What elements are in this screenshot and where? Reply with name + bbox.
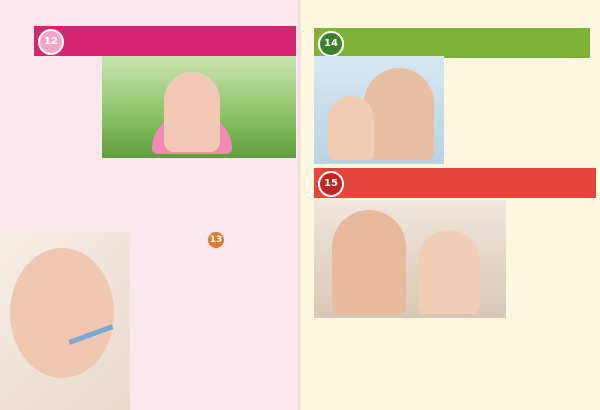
baby-face-shape bbox=[10, 248, 114, 378]
toddler-figure-shape bbox=[164, 72, 220, 152]
section-15-title bbox=[348, 171, 590, 183]
footer-right bbox=[440, 398, 590, 407]
section-13-heading bbox=[136, 232, 296, 276]
section-12-banner bbox=[34, 26, 296, 56]
section-12-number: 12 bbox=[38, 29, 64, 55]
section-12-body-2 bbox=[118, 160, 198, 232]
section-13-title bbox=[136, 250, 296, 263]
footer-left bbox=[14, 398, 174, 407]
page-gutter bbox=[298, 0, 302, 410]
section-13-photo bbox=[0, 232, 130, 410]
section-14-body bbox=[450, 56, 590, 164]
adult-figure-shape bbox=[332, 210, 406, 314]
child-figure-shape bbox=[418, 230, 480, 314]
section-12-title bbox=[68, 29, 290, 41]
section-13-number: 13 bbox=[208, 232, 224, 248]
section-12-subtitle bbox=[68, 42, 290, 53]
section-15-number: 15 bbox=[318, 171, 344, 197]
section-12-body-1 bbox=[14, 60, 96, 230]
section-14-banner bbox=[314, 28, 590, 58]
section-12-photo bbox=[102, 56, 296, 158]
section-13-body bbox=[136, 280, 294, 392]
section-14-number: 14 bbox=[318, 31, 344, 57]
section-12-body-3 bbox=[206, 160, 292, 232]
section-15-body-3 bbox=[512, 196, 596, 392]
section-14-subtitle bbox=[348, 44, 584, 55]
adult-figure-shape bbox=[364, 68, 434, 160]
child-figure-shape bbox=[328, 96, 374, 160]
section-13-subtitle bbox=[136, 263, 296, 274]
section-15-banner bbox=[314, 168, 596, 198]
section-15-body-2 bbox=[416, 322, 506, 392]
section-15-subtitle bbox=[348, 184, 590, 195]
section-15-body-1 bbox=[314, 322, 410, 392]
section-14-photo bbox=[314, 56, 444, 164]
section-14-title bbox=[348, 31, 584, 43]
right-page bbox=[300, 0, 600, 410]
section-15-photo bbox=[314, 200, 506, 318]
